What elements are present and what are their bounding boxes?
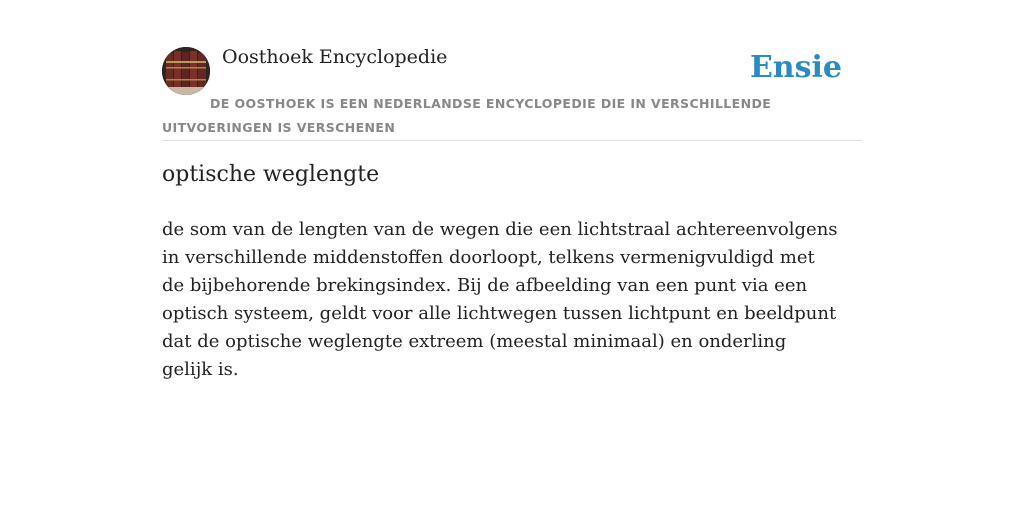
book-spines-icon bbox=[162, 47, 210, 95]
entry-title: optische weglengte bbox=[162, 162, 380, 187]
source-tagline: DE OOSTHOEK IS EEN NEDERLANDSE ENCYCLOPEDIE DIE IN VERSCHILLENDE UITVOERINGEN IS VERSCHENEN bbox=[162, 96, 772, 135]
brand-logo[interactable]: Ensie bbox=[749, 50, 842, 85]
source-avatar[interactable] bbox=[162, 47, 210, 95]
entry-body: de som van de lengten van de wegen die een lichtstraal achtereenvolgens in verschillende middenstoffen doorloopt, telkens vermenigvuldigd met de bijbehorende brekingsindex. Bij de afbeelding van een punt via een optisch systeem, geldt voor alle lichtwegen tussen lichtpunt en beeldpunt dat de optische weglengte extreem (meestal minimaal) en onderling gelijk is. bbox=[162, 219, 838, 380]
source-title[interactable]: Oosthoek Encyclopedie bbox=[222, 46, 448, 68]
header bbox=[162, 40, 862, 141]
